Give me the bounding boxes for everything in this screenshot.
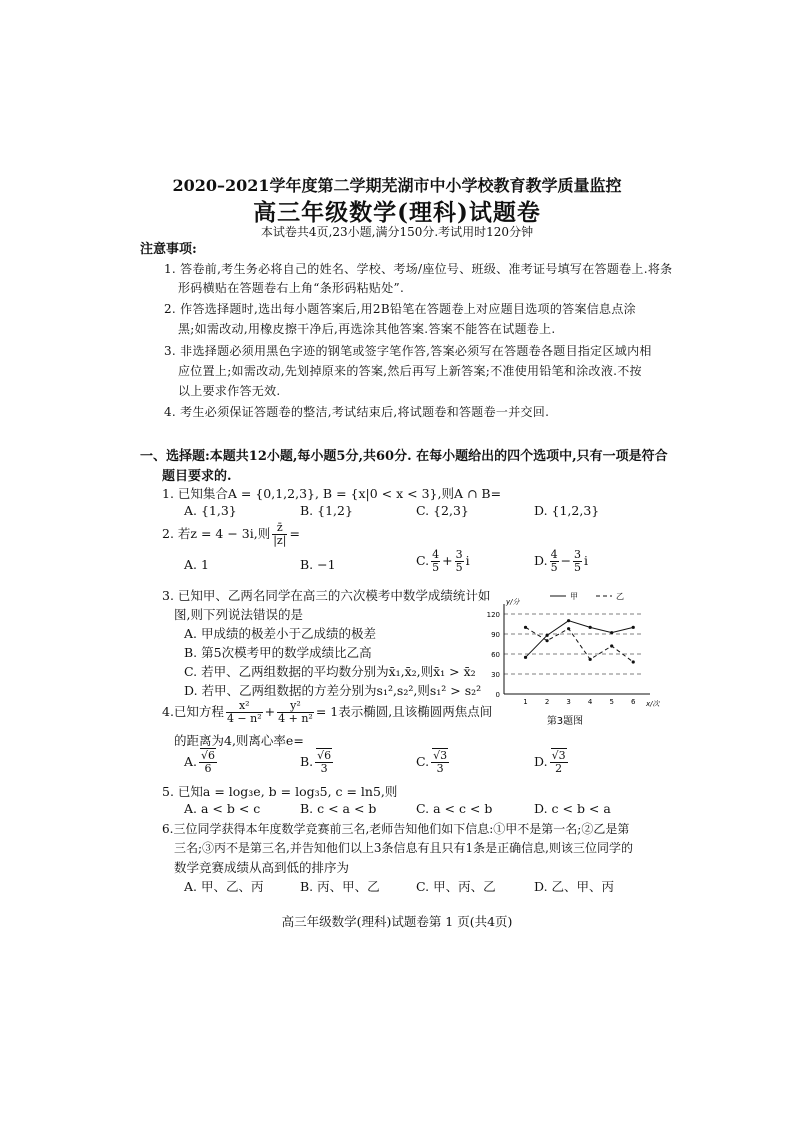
notice-heading: 注意事项: <box>140 242 197 257</box>
question-2-stem <box>162 522 300 547</box>
frac-numerator: 3 <box>455 548 463 561</box>
chart-legend <box>550 592 624 601</box>
frac-denominator: 4 + n² <box>278 712 313 725</box>
question-3-option-b: B. 第5次模考甲的数学成绩比乙高 <box>184 645 372 660</box>
sqrt-expression: √3 <box>551 749 566 762</box>
imaginary-unit: i <box>584 553 589 568</box>
data-point <box>632 626 635 629</box>
fraction <box>573 549 582 574</box>
x-tick-label: 3 <box>566 698 571 706</box>
question-3-option-d: D. 若甲、乙两组数据的方差分别为s₁²,s₂²,则s₁² > s₂² <box>184 683 482 698</box>
imaginary-unit: i <box>465 553 470 568</box>
question-1-stem: 1. 已知集合A = {0,1,2,3}, B = {x|0 < x < 3},则A ∩ B= <box>162 486 502 501</box>
question-1-option-b: B. {1,2} <box>300 503 353 518</box>
sqrt-expression: √3 <box>433 749 448 762</box>
question-5-option-b: B. c < a < b <box>300 801 377 816</box>
question-2-stem-text: 2. 若z = 4 − 3i,则 <box>162 526 271 541</box>
fraction <box>431 750 449 775</box>
question-3-option-a: A. 甲成绩的极差小于乙成绩的极差 <box>184 626 376 641</box>
fraction <box>199 750 217 775</box>
data-point <box>524 626 527 629</box>
notice-line: 形码横贴在答题卷右上角“条形码粘贴处”. <box>178 281 405 295</box>
question-2-option-d <box>534 549 588 574</box>
notice-line: 黑;如需改动,用橡皮擦干净后,再选涂其他答案.答案不能答在试题卷上. <box>178 322 556 336</box>
question-3-option-c: C. 若甲、乙两组数据的平均数分别为x̄₁,x̄₂,则x̄₁ > x̄₂ <box>184 664 476 679</box>
fraction <box>455 549 464 574</box>
plus-sign: + <box>442 553 453 568</box>
data-point <box>632 660 635 663</box>
chart-axes <box>487 598 660 708</box>
option-label: B. <box>300 754 314 769</box>
y-tick-label: 60 <box>491 651 500 659</box>
question-6-option-b: B. 丙、甲、乙 <box>300 879 380 894</box>
section-heading-cont: 题目要求的. <box>162 469 232 484</box>
frac-numerator: x² <box>226 700 263 713</box>
question-6-option-c: C. 甲、丙、乙 <box>416 879 496 894</box>
question-4-text: 4.已知方程 <box>162 704 224 719</box>
notice-line: 以上要求作答无效. <box>178 384 281 398</box>
x-tick-label: 6 <box>630 698 636 706</box>
data-point <box>589 626 592 629</box>
frac-numerator: z̄ <box>272 522 287 535</box>
question-5-stem: 5. 已知a = log₃e, b = log₃5, c = ln5,则 <box>162 784 398 799</box>
option-label: D. <box>534 553 548 568</box>
frac-numerator: 4 <box>550 548 558 561</box>
question-2-option-b: B. −1 <box>300 557 336 572</box>
question-2-fraction <box>272 522 287 547</box>
option-label: A. <box>184 754 198 769</box>
section-heading: 一、选择题:本题共12小题,每小题5分,共60分. 在每小题给出的四个选项中,只有一项是符合 <box>140 449 668 464</box>
question-4-option-d <box>534 750 570 775</box>
data-point <box>524 656 527 659</box>
legend-label: 甲 <box>570 592 578 601</box>
option-label: C. <box>416 754 430 769</box>
question-1-option-c: C. {2,3} <box>416 503 469 518</box>
question-5-option-a: A. a < b < c <box>184 801 261 816</box>
chart-grid <box>504 614 644 674</box>
question-5-option-c: C. a < c < b <box>416 801 493 816</box>
frac-denominator: 5 <box>455 561 463 574</box>
data-point <box>545 639 548 642</box>
legend-label: 乙 <box>616 592 624 601</box>
exam-info: 本试卷共4页,23小题,满分150分.考试用时120分钟 <box>260 225 534 239</box>
fraction <box>315 750 333 775</box>
question-4-text: = 1表示椭圆,且该椭圆两焦点间 <box>315 704 493 719</box>
frac-denominator: 5 <box>550 561 558 574</box>
notice-line: 4. 考生必须保证答题卷的整洁,考试结束后,将试题卷和答题卷一并交回. <box>164 405 550 419</box>
question-4-option-b <box>300 750 335 775</box>
question-3-stem: 3. 已知甲、乙两名同学在高三的六次模考中数学成绩统计如 <box>162 588 491 603</box>
y-tick-label: 120 <box>486 611 500 619</box>
frac-denominator: 3 <box>320 762 328 775</box>
exam-header-line: 2020–2021学年度第二学期芜湖市中小学校教育教学质量监控 <box>172 176 622 195</box>
question-6-stem-cont: 三名;③丙不是第三名,并告知他们以上3条信息有且只有1条是正确信息,则该三位同学的 <box>174 841 633 855</box>
frac-numerator: 3 <box>574 548 582 561</box>
data-point <box>610 644 613 647</box>
chart-series <box>524 619 635 664</box>
question-4-stem-cont: 的距离为4,则离心率e= <box>174 733 304 748</box>
question-6-option-d: D. 乙、甲、丙 <box>534 879 615 894</box>
frac-denominator: 5 <box>574 561 582 574</box>
fraction <box>226 700 263 725</box>
frac-numerator: y² <box>277 700 314 713</box>
fraction <box>277 700 314 725</box>
data-point <box>545 634 548 637</box>
notice-line: 1. 答卷前,考生务必将自己的姓名、学校、考场/座位号、班级、准考证号填写在答题卷上.将条 <box>164 262 673 276</box>
question-6-stem: 6.三位同学获得本年度数学竞赛前三名,老师告知他们如下信息:①甲不是第一名;②乙是第 <box>162 822 630 836</box>
question-3-stem-cont: 图,则下列说法错误的是 <box>174 607 303 622</box>
x-tick-label: 1 <box>523 698 528 706</box>
question-4-option-a <box>184 750 219 775</box>
question-2-option-c <box>416 549 470 574</box>
frac-denominator: 3 <box>436 762 444 775</box>
chart-caption: 第3题图 <box>546 716 584 727</box>
y-tick-label: 0 <box>495 691 500 699</box>
x-tick-label: 2 <box>544 698 550 706</box>
equals-sign: = <box>289 526 300 541</box>
y-tick-label: 90 <box>491 631 500 639</box>
frac-denominator: 2 <box>555 762 563 775</box>
question-1-option-d: D. {1,2,3} <box>534 503 600 518</box>
notice-line: 2. 作答选择题时,选出每小题答案后,用2B铅笔在答题卷上对应题目选项的答案信息点涂 <box>164 302 636 316</box>
data-point <box>567 619 570 622</box>
y-axis-label: y/分 <box>506 598 520 606</box>
notice-line: 3. 非选择题必须用黑色字迹的钢笔或签字笔作答,答案必须写在答题卷各题目指定区域内相 <box>164 344 652 358</box>
series-line-1 <box>526 621 634 658</box>
frac-numerator: 4 <box>432 548 440 561</box>
sqrt-expression: √6 <box>317 749 332 762</box>
data-point <box>589 658 592 661</box>
y-tick-label: 30 <box>491 671 500 679</box>
question-6-option-a: A. 甲、乙、丙 <box>184 879 264 894</box>
question-5-option-d: D. c < b < a <box>534 801 611 816</box>
page-footer: 高三年级数学(理科)试题卷第 1 页(共4页) <box>281 914 513 929</box>
question-1-option-a: A. {1,3} <box>184 503 237 518</box>
fraction <box>431 549 440 574</box>
fraction <box>550 549 559 574</box>
sqrt-expression: √6 <box>201 749 216 762</box>
notice-line: 应位置上;如需改动,先划掉原来的答案,然后再写上新答案;不准使用铅笔和涂改液.不按 <box>178 364 642 378</box>
x-tick-label: 4 <box>587 698 593 706</box>
question-4-option-c <box>416 750 451 775</box>
option-label: C. <box>416 553 430 568</box>
question-6-stem-cont: 数学竞赛成绩从高到低的排序为 <box>174 860 350 875</box>
minus-sign: − <box>560 553 572 568</box>
x-axis-label: x/次 <box>646 700 660 708</box>
frac-denominator: 4 − n² <box>226 712 262 725</box>
plus-sign: + <box>264 704 276 719</box>
data-point <box>567 627 570 630</box>
series-line-2 <box>526 627 634 662</box>
frac-denominator: 5 <box>432 561 440 574</box>
frac-denominator: 6 <box>204 762 212 775</box>
exam-title: 高三年级数学(理科)试题卷 <box>253 199 541 226</box>
score-line-chart <box>470 588 660 728</box>
option-label: D. <box>534 754 548 769</box>
data-point <box>610 631 613 634</box>
x-tick-label: 5 <box>609 698 614 706</box>
question-4-stem <box>162 700 492 725</box>
question-2-option-a: A. 1 <box>184 557 209 572</box>
fraction <box>550 750 568 775</box>
frac-denominator: |z| <box>273 534 287 547</box>
